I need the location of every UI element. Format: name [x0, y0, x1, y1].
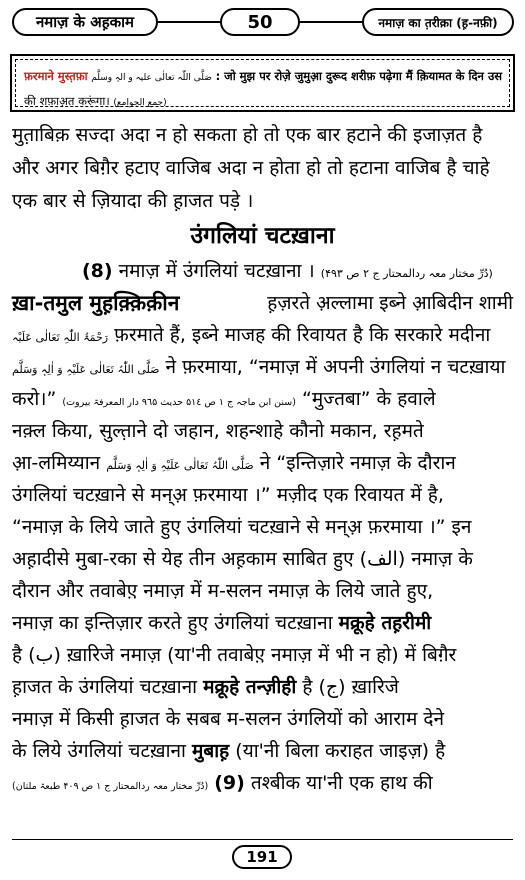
body-line-2: और अगर बिग़ैर हटाए वाजिब अदा न होता हो तो हटाना वाजिब है चाहे [12, 157, 490, 179]
body-line-8-text-2: “मुज्तबा” के हवाले [302, 388, 436, 410]
body-line-10-text-2: ने “इन्तिज़ारे नमाज़ के दौरान [259, 452, 456, 474]
header-rule-right [300, 21, 362, 23]
body-line-13: अह़ादीसे मुबा-रका से येह तीन अह़काम साबित हुए (الف) नमाज़ के [12, 548, 473, 570]
reference-multan: (دُرِّ مختار معہ ردالمحتار ج ۱ ص ۴۰۹ طبعۃ ملتان) [12, 781, 209, 792]
body-line-10-text-1: आ़-लमिय्यान [12, 452, 101, 474]
bold-makroohe-tahrimi: मक्रूहे तह़रीमी [338, 612, 432, 634]
hadith-label: फ़रमाने मुस्त़फ़ा [24, 69, 88, 83]
body-line-19-text-1: के लिये उंगलियां चटख़ाना [12, 740, 186, 762]
arabic-rahmatullah: رَحْمَۃُ اللّٰہِ تَعَالٰی عَلَیْہ [12, 331, 109, 344]
body-line-6-text: फ़रमाते हैं, इब्ने माजह की रिवायत है कि सरकारे मदीना [114, 324, 491, 346]
bold-makroohe-tanzihi: मक्रूहे तन्ज़ीही [203, 676, 297, 698]
paragraph-8-text: नमाज़ में उंगलियां चटख़ाना । [118, 260, 315, 282]
reference-durr-mukhtar: (دُرِّ مختار معہ ردالمحتار ج ۲ ص ۴۹۳) [320, 267, 493, 280]
body-line-19-text-2: (या'नी बिला कराहत जाइज़) है [235, 740, 446, 762]
book-title: नमाज़ का त़रीक़ा (ह़-नफ़ी) [362, 8, 514, 36]
body-line-15 [12, 606, 513, 640]
body-line-5 [12, 286, 513, 320]
body-line-7 [12, 350, 513, 384]
reference-ibn-majah: (سنن ابن ماجہ ج ۱ ص ۵۱٤ حدیث ۹٦۵ دار المعرفۃ بیروت) [62, 397, 296, 408]
item-number-9: (9) [214, 772, 245, 794]
section-heading: उंगलियां चटख़ाना [190, 223, 335, 249]
body-line-3: एक बार से ज़ियादा की ह़ाजत पड़े । [12, 190, 254, 212]
header-rule-left [158, 21, 220, 23]
body-line-5-text: ह़ज़रते अ़ल्लामा इब्ने आ़बिदीन शामी [267, 292, 513, 314]
body-line-8-text-1: करो।” [12, 388, 57, 410]
body-line-17-text-2: है (ج) ख़ारिजे [302, 676, 399, 698]
bold-title-khatamul: ख़ा-तमुल मुह़क़्क़िक़ीन [12, 291, 180, 315]
hadith-box [10, 54, 515, 112]
body-line-17 [12, 670, 513, 704]
body-line-17-text-1: ह़ाजत के उंगलियां चटख़ाना [12, 676, 198, 698]
arabic-salawat-1: صَلَّی اللّٰہُ تَعَالٰی عَلَیْہِ وَ اٰلِہٖ وَسَلَّم [12, 363, 160, 376]
body-line-15-text: नमाज़ का इन्तिज़ार करते हुए उंगलियां चटख़ाना [12, 612, 333, 634]
footer-page-number: 191 [232, 845, 292, 869]
hadith-salawat: صَلَّی اللّٰہ تعالٰی علیہ و الہٖ وسلَّم [91, 73, 212, 83]
body-line-1: मुत़ाबिक़ सज्दा अदा न हो सकता हो तो एक बार हटाने की इजाज़त है [12, 124, 483, 146]
body-line-20 [12, 766, 513, 800]
body-line-12: “नमाज़ के लिये जाते हुए उंगलियां चटख़ाने से मन्अ़ फ़रमाया ।” इन [12, 516, 472, 538]
body-line-14: दौरान और तवाबेए़ नमाज़ में म-सलन नमाज़ के लिये जाते हुए, [12, 580, 434, 602]
item-number-8: (8) [82, 260, 113, 282]
hadith-text: : जो मुझ पर रोज़े जुमुआ़ दुरूद शरीफ़ पढ़ेगा मैं क़ियामत के दिन उस [215, 69, 503, 83]
body-line-10 [12, 446, 513, 480]
hadith-text-2: की शफ़ाअ़त करूंगा। [24, 94, 110, 108]
body-line-8 [12, 382, 513, 416]
arabic-salawat-2: صَلَّی اللّٰہُ تَعَالٰی عَلَیْہِ وَ اٰلِہٖ وَسَلَّم [106, 459, 254, 472]
body-line-16: है (ب) ख़ारिजे नमाज़ (या'नी तवाबेए़ नमाज़ में भी न हो) में बिग़ैर [12, 644, 457, 666]
body-line-6 [12, 318, 513, 352]
body-line-7-text: ने फ़रमाया, “नमाज़ में अपनी उंगलियां न चटख़ाया [165, 356, 506, 378]
page-number: 50 [220, 8, 300, 36]
paragraph-8 [12, 254, 513, 288]
body-line-19 [12, 734, 513, 768]
body-line-20-text: तश्बीक या'नी एक हाथ की [250, 772, 433, 794]
body-line-11: उंगलियां चटख़ाने से मन्अ़ फ़रमाया ।” मज़ीद एक रिवायत में है, [12, 484, 444, 506]
hadith-source: (جمع الجوامع) [113, 98, 167, 108]
footer-rule [12, 839, 513, 840]
body-line-9: नक़्ल किया, सुल्त़ाने दो जहान, शहन्शाहे कौनो मकान, रह़मते [12, 420, 424, 442]
bold-mubah: मुबाह़ [192, 740, 230, 762]
body-line-18: नमाज़ में किसी ह़ाजत के सबब म-सलन उंगलियों को आराम देने [12, 708, 444, 730]
chapter-title: नमाज़ के अह़काम [12, 8, 158, 36]
